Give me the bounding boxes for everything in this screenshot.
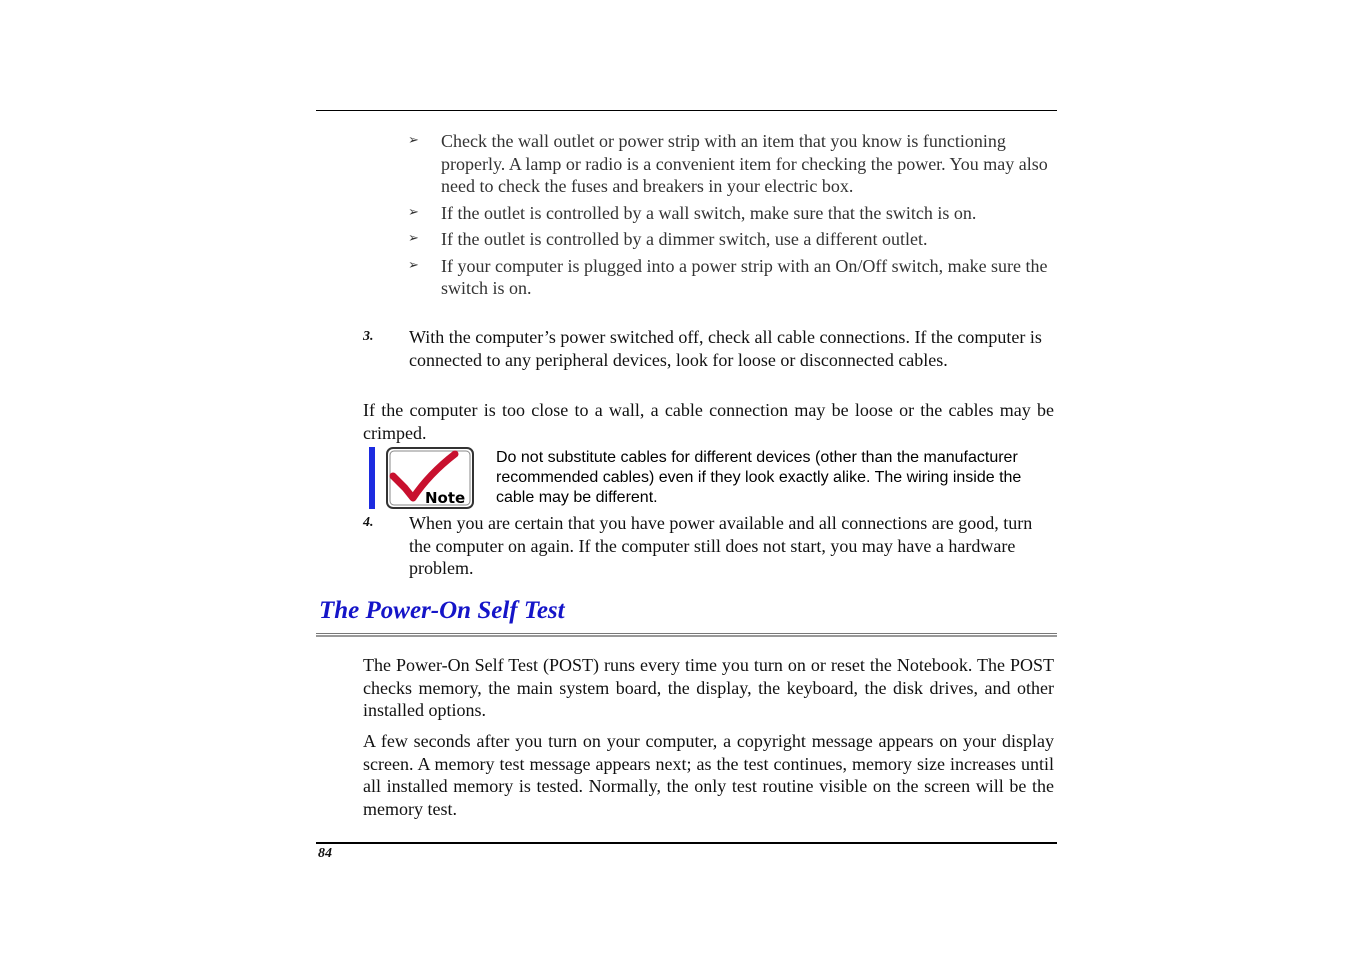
section-title: The Power-On Self Test [319,597,565,624]
step-text: With the computer’s power switched off, check all cable connections. If the computer is connected to any peripheral devices, look for loose or disconnected cables. [409,327,1042,370]
step-text: When you are certain that you have power available and all connections are good, turn the computer on again. If the computer still does not start, you may have a hardware problem. [409,513,1033,578]
list-item: ➢ If the outlet is controlled by a wall switch, make sure that the switch is on. [408,202,977,223]
note-icon-label: Note [425,489,466,507]
top-rule [316,110,1057,111]
list-item: ➢ If your computer is plugged into a power strip with an On/Off switch, make sure the switch is on. [408,255,1048,298]
section-rule [316,633,1057,637]
step-3 [363,326,1053,371]
arrow-bullet-icon: ➢ [408,204,419,220]
paragraph-wall: If the computer is too close to a wall, a cable connection may be loose or the cables may be crimped. [363,400,1054,443]
paragraph-post-2: A few seconds after you turn on your computer, a copyright message appears on your display screen. A memory test message appears next; as the test continues, memory size increases until all installed memory is tested. Normally, the only test routine visible on the screen will be the memory test. [363,731,1054,819]
step-4 [363,512,1053,580]
step-number: 3. [363,329,374,344]
troubleshoot-bullet-list [408,130,1048,304]
arrow-bullet-icon: ➢ [408,231,419,246]
arrow-bullet-icon: ➢ [408,133,419,148]
step-number: 4. [363,515,374,530]
arrow-bullet-icon: ➢ [408,257,419,273]
list-item: ➢ Check the wall outlet or power strip with an item that you know is functioning properly. A lamp or radio is a convenient item for checking the power. You may also need to check the fuses and breakers in your electric box. [408,131,1048,196]
page-number: 84 [318,846,332,861]
paragraph-post-1: The Power-On Self Test (POST) runs every time you turn on or reset the Notebook. The POST checks memory, the main system board, the display, the keyboard, the disk drives, and other installed options. [363,655,1054,720]
note-text: Do not substitute cables for different devices (other than the manufacturer recommended cables) even if they look exactly alike. The wiring inside the cable may be different. [496,449,1022,506]
bottom-rule [316,842,1057,844]
note-check-icon [385,446,475,510]
list-item: ➢ If the outlet is controlled by a dimmer switch, use a different outlet. [408,229,928,249]
note-bar [369,447,375,509]
